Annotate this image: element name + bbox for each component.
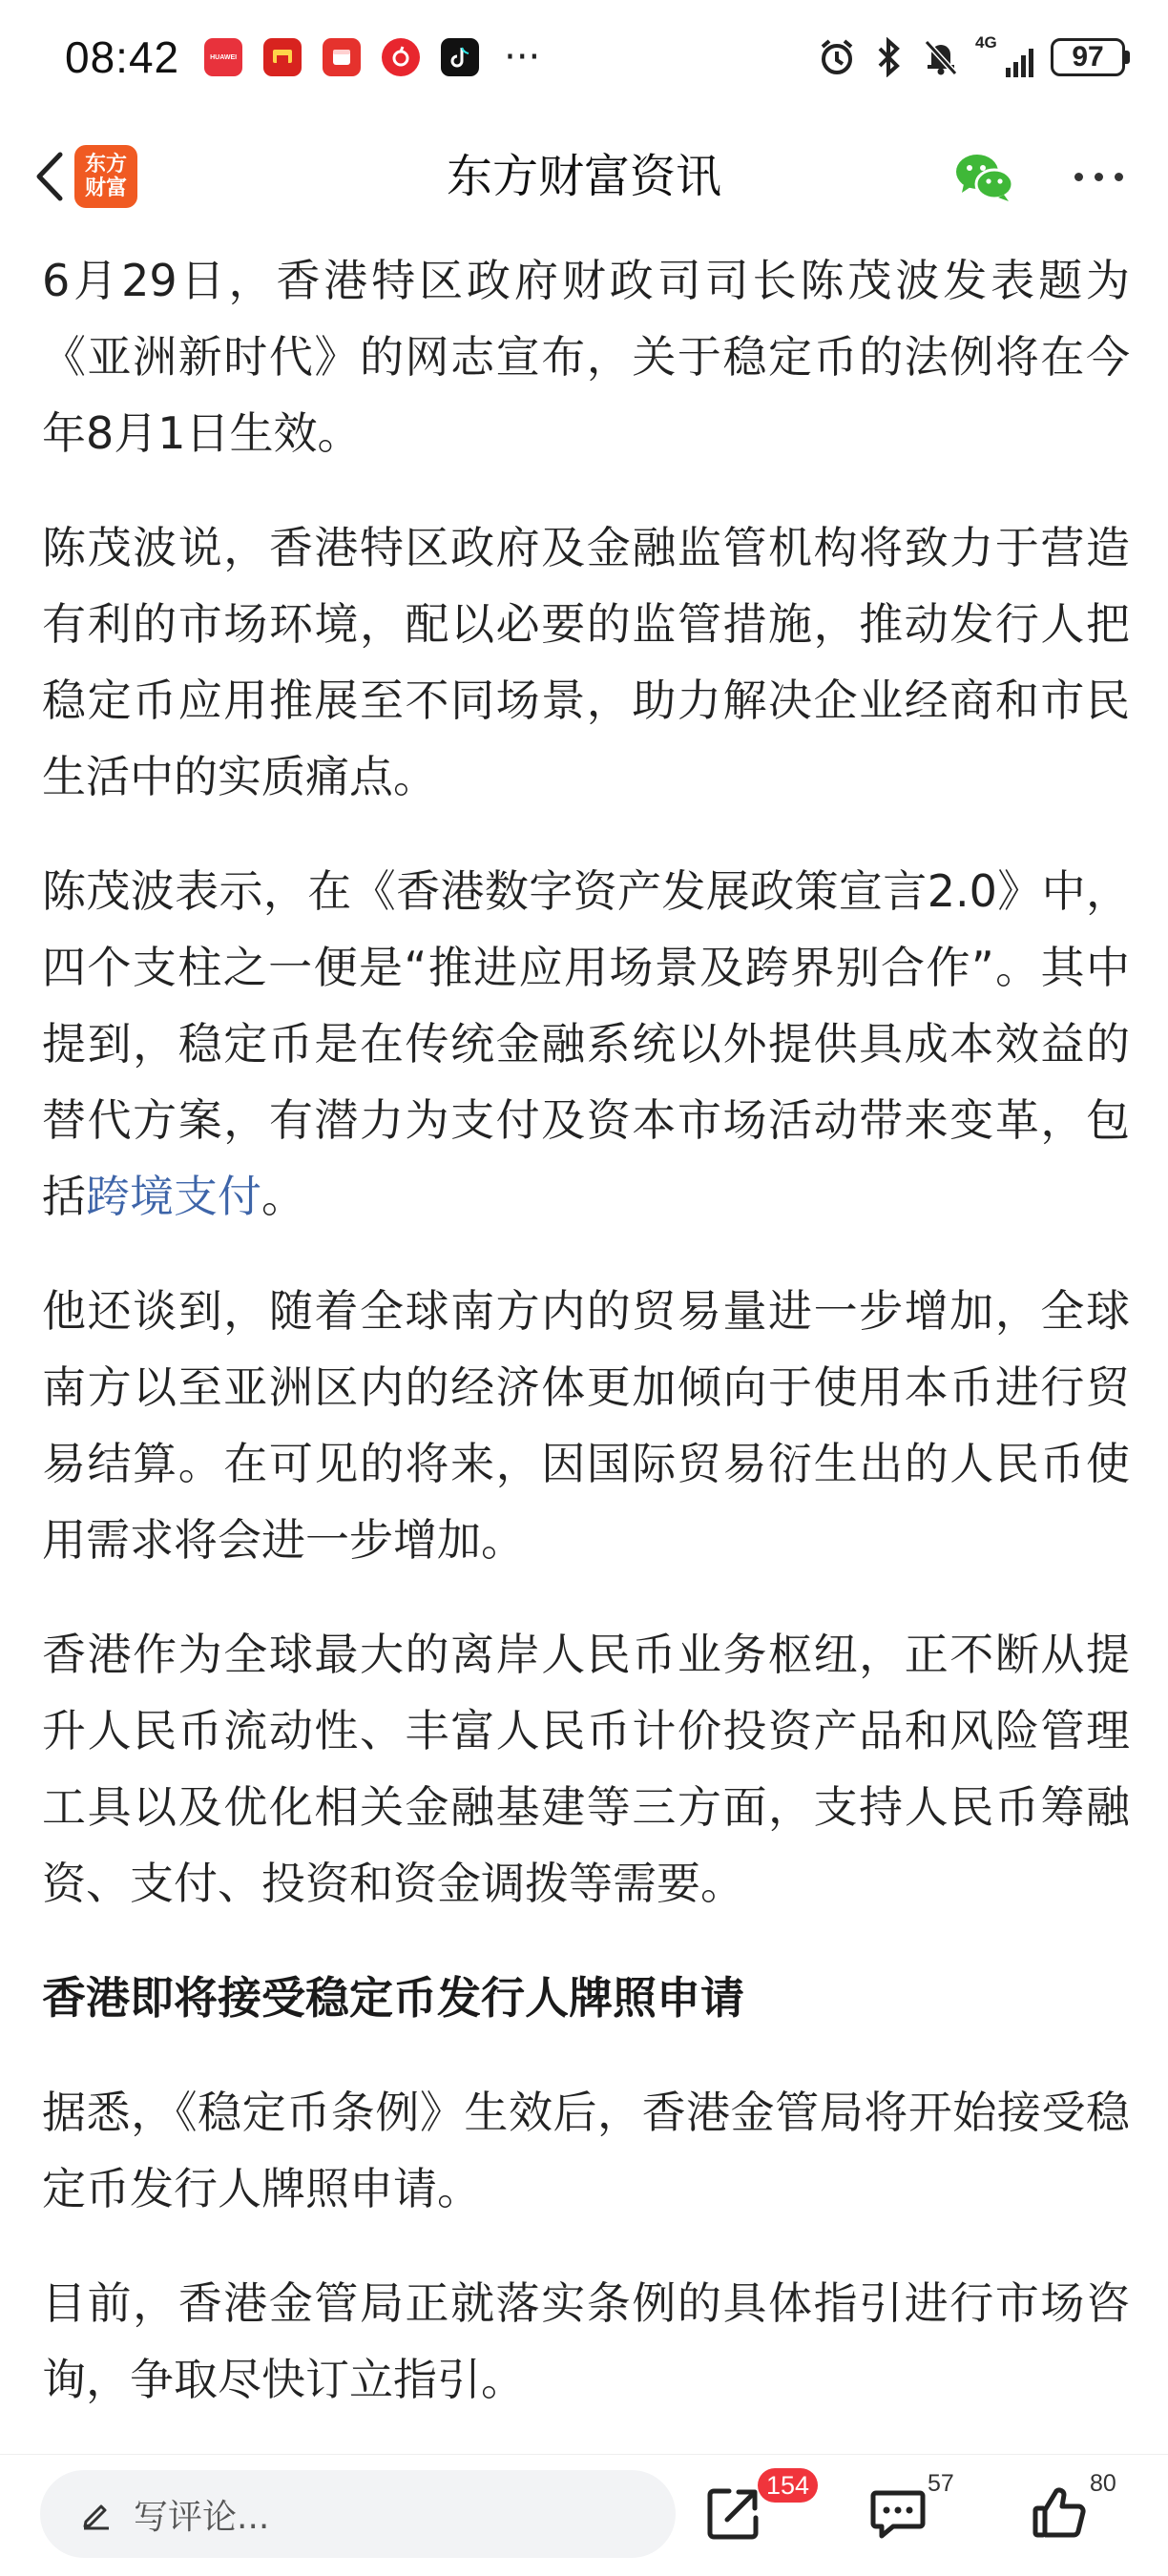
back-button[interactable] xyxy=(21,143,78,210)
more-notifications-icon: ··· xyxy=(504,35,541,79)
bluetooth-icon xyxy=(874,37,905,77)
cross-border-payment-link[interactable]: 跨境支付 xyxy=(86,1171,261,1222)
battery-indicator xyxy=(1051,38,1130,76)
article-paragraph: 香港作为全球最大的离岸人民币业务枢纽，正不断从提升人民币流动性、丰富人民币计价投资产品和风险管理工具以及优化相关金融基建等三方面，支持人民币筹融资、支付、投资和资金调拨等需要。 xyxy=(42,1629,1130,1909)
brand-logo[interactable] xyxy=(74,145,137,208)
signal-indicator xyxy=(975,33,1033,77)
mute-bell-icon xyxy=(922,37,960,77)
like-count: 80 xyxy=(1090,2470,1116,2497)
wechat-icon xyxy=(954,153,1015,204)
pen-icon xyxy=(78,2497,113,2531)
huawei-app-icon: HUAWEI xyxy=(204,38,242,76)
comment-placeholder: 写评论... xyxy=(134,2497,270,2537)
article-body xyxy=(42,242,1130,2456)
tiktok-icon xyxy=(441,38,479,76)
status-bar xyxy=(0,0,1168,114)
article-paragraph: 6月29日，香港特区政府财政司司长陈茂波发表题为《亚洲新时代》的网志宣布，关于稳定币的法例将在今年8月1日生效。 xyxy=(42,255,1130,459)
comment-count: 57 xyxy=(928,2470,954,2497)
paragraph-text: 陈茂波表示，在《香港数字资产发展政策宣言2.0》中，四个支柱之一便是“推进应用场景及跨界别合作”。其中提到，稳定币是在传统金融系统以外提供具成本效益的替代方案，有潜力为支付及资本市场活动带来变革，包括 xyxy=(42,865,1130,1222)
comment-bubble-icon xyxy=(868,2483,928,2543)
page-title: 东方财富资讯 xyxy=(446,150,721,203)
comments-button[interactable] xyxy=(863,2470,954,2550)
brand-logo-line2: 财富 xyxy=(84,177,127,200)
network-type: 4G xyxy=(975,33,997,52)
like-button[interactable] xyxy=(1025,2470,1116,2550)
nav-header xyxy=(0,114,1168,239)
notes-app-icon xyxy=(323,38,361,76)
system-status xyxy=(817,33,1130,77)
article-paragraph: 陈茂波说，香港特区政府及金融监管机构将致力于营造有利的市场环境，配以必要的监管措施，推动发行人把稳定币应用推展至不同场景，助力解决企业经商和市民生活中的实质痛点。 xyxy=(42,522,1130,802)
notification-icons xyxy=(204,35,541,79)
battery-level: 97 xyxy=(1051,38,1125,76)
article-paragraph xyxy=(42,853,1130,1235)
netease-music-icon xyxy=(382,38,420,76)
paragraph-text: 。 xyxy=(261,1171,305,1222)
comment-input[interactable] xyxy=(40,2470,676,2558)
share-icon xyxy=(704,2483,763,2543)
share-button[interactable] xyxy=(699,2471,810,2550)
share-count-badge: 154 xyxy=(758,2468,818,2503)
article-paragraph: 他还谈到，随着全球南方内的贸易量进一步增加，全球南方以至亚洲区内的经济体更加倾向于使用本币进行贸易结算。在可见的将来，因国际贸易衍生出的人民币使用需求将会进一步增加。 xyxy=(42,1285,1130,1566)
article-paragraph: 目前，香港金管局正就落实条例的具体指引进行市场咨询，争取尽快订立指引。 xyxy=(42,2277,1130,2405)
status-time: 08:42 xyxy=(65,32,180,82)
alarm-icon xyxy=(817,37,857,77)
thumbs-up-icon xyxy=(1031,2483,1090,2543)
bottom-action-bar xyxy=(0,2454,1168,2576)
chevron-left-icon xyxy=(33,151,66,202)
article-subheading: 香港即将接受稳定币发行人牌照申请 xyxy=(42,1972,744,2024)
store-app-icon xyxy=(263,38,302,76)
brand-logo-line1: 东方 xyxy=(84,153,127,177)
wechat-share-button[interactable] xyxy=(954,153,1015,204)
article-paragraph: 据悉，《稳定币条例》生效后，香港金管局将开始接受稳定币发行人牌照申请。 xyxy=(42,2087,1130,2214)
more-options-button[interactable] xyxy=(1065,153,1132,200)
